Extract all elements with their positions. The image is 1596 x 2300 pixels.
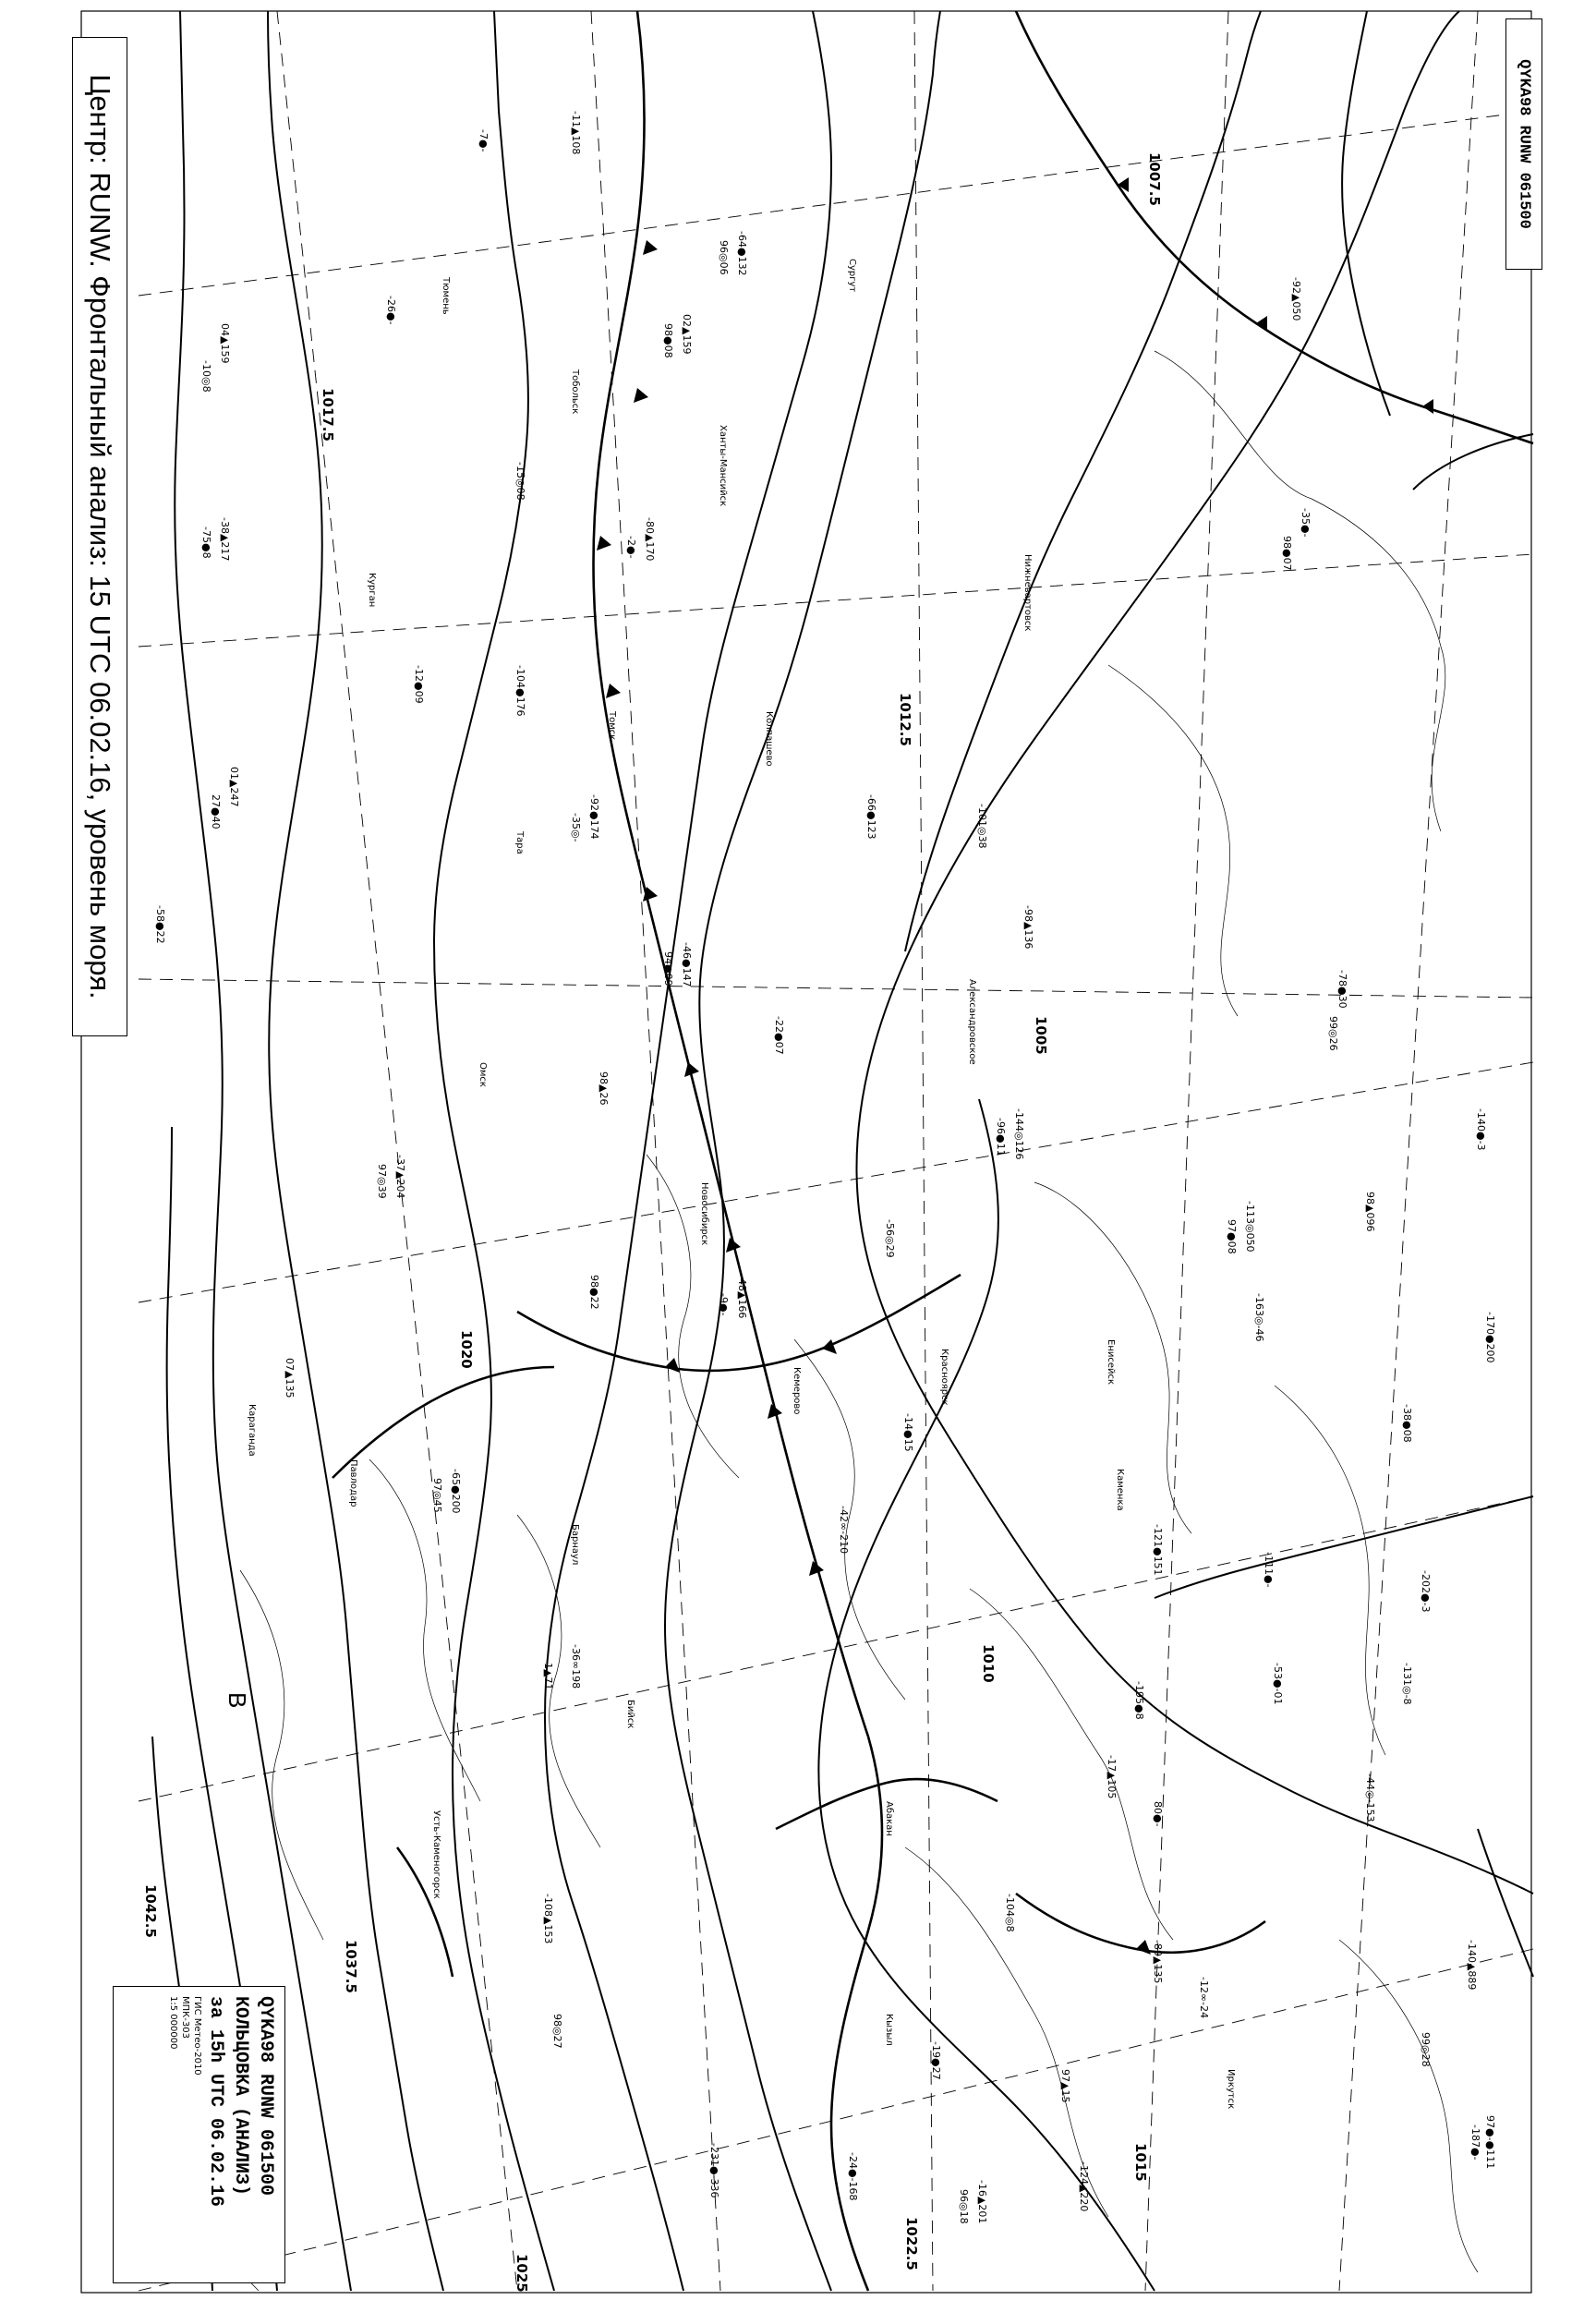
station-observation: 98●08 xyxy=(662,323,674,358)
town-label: Абакан xyxy=(884,1801,894,1836)
geography-lines xyxy=(166,351,1478,2291)
town-label: Каменка xyxy=(1115,1469,1125,1511)
isobar-label: 1005 xyxy=(1033,1016,1049,1055)
town-label: Енисейск xyxy=(1106,1339,1116,1386)
station-observation: 99◎28 xyxy=(1420,2032,1432,2067)
bulletin-footer-1: ГИС Метео-2010 xyxy=(191,1996,202,2076)
station-observation: -12●09 xyxy=(413,665,425,704)
fronts xyxy=(332,11,1533,2291)
station-observation: 94●09 xyxy=(662,951,674,987)
station-observation: -108▲153 xyxy=(542,1894,554,1944)
station-observation: -14●15 xyxy=(902,1413,914,1452)
station-observation: 98◎27 xyxy=(551,2014,563,2049)
town-label: Сургут xyxy=(847,259,857,293)
isobar-label: 1020 xyxy=(458,1330,475,1369)
station-observation: -38▲217 xyxy=(219,517,231,562)
town-label: Курган xyxy=(367,573,377,608)
station-observation: 96◎18 xyxy=(958,2189,970,2224)
isobar-label: 1010 xyxy=(980,1644,997,1683)
station-observation: -17▲105 xyxy=(1106,1755,1118,1799)
station-observation: 97◎45 xyxy=(431,1478,443,1513)
station-observation: -80▲170 xyxy=(644,517,656,562)
station-observation: -44◎-153 xyxy=(1364,1773,1376,1822)
station-observation: -104◎8 xyxy=(1004,1894,1016,1932)
isobar-label: 1007.5 xyxy=(1146,152,1163,206)
station-observation: -64●132 xyxy=(736,231,748,276)
isobar-label: 1025 xyxy=(514,2254,530,2293)
station-observation: 02▲159 xyxy=(681,314,693,355)
station-observation: -121●151 xyxy=(1152,1524,1164,1576)
town-label: Александровское xyxy=(967,979,977,1065)
town-label: Иркутск xyxy=(1226,2069,1236,2110)
station-observation: -37▲204 xyxy=(394,1155,406,1199)
station-observation: 01▲247 xyxy=(228,767,240,807)
station-observation: 80●- xyxy=(1152,1801,1164,1827)
station-observation: 99◎26 xyxy=(1327,1016,1339,1051)
station-observation: -92▲050 xyxy=(1290,277,1302,321)
chart-code-box xyxy=(1505,18,1542,270)
station-observation: 96◎06 xyxy=(718,240,730,275)
station-glyphs xyxy=(154,111,1496,2224)
chart-title: Центр: RUNW. Фронтальный анализ: 15 UTC 06.02.16, уровень моря. xyxy=(84,74,116,999)
station-observation: 98▲096 xyxy=(1364,1192,1376,1232)
town-label: Кызыл xyxy=(884,2014,894,2046)
station-observation: -10◎8 xyxy=(200,360,212,393)
station-observation: 27●40 xyxy=(210,794,222,829)
station-observation: -19●27 xyxy=(930,2041,942,2080)
town-label: Новосибирск xyxy=(699,1182,709,1246)
station-observation: -66●123 xyxy=(865,794,877,840)
station-observation: -46●147 xyxy=(681,942,693,987)
station-observation: -78●30 xyxy=(1336,970,1348,1009)
station-observation: -24●-168 xyxy=(847,2152,859,2201)
isobar-label: 1022.5 xyxy=(903,2217,920,2270)
station-observation: -2●- xyxy=(625,536,637,559)
station-observation: -15◎08 xyxy=(514,462,526,501)
station-observation: 98▲26 xyxy=(598,1071,610,1106)
station-observation: -75●8 xyxy=(200,527,212,559)
station-observation: 1▲71 xyxy=(542,1663,554,1690)
bulletin-line-1: QYKA98 RUNW 061500 xyxy=(254,1996,276,2197)
isobar-label: 1015 xyxy=(1132,2143,1149,2182)
station-observation: -163◎-46 xyxy=(1253,1293,1265,1342)
bulletin-box xyxy=(113,1986,285,2283)
chart-code: QYKA98 RUNW 061500 xyxy=(1515,59,1533,229)
bulletin-footer-3: 1:5 000000 xyxy=(167,1996,178,2050)
station-observation: 98●22 xyxy=(588,1275,600,1310)
station-observation: -58●22 xyxy=(154,905,166,944)
bulletin-line-3: за 15h UTC 06.02.16 xyxy=(204,1996,226,2208)
station-observation: -101◎38 xyxy=(976,804,988,849)
station-observation: -96●11 xyxy=(995,1118,1007,1156)
station-observation: -16▲201 xyxy=(976,2180,988,2224)
town-label: Красноярск xyxy=(939,1349,949,1406)
station-observation: -131◎-8 xyxy=(1401,1663,1413,1705)
station-observation: -35◎- xyxy=(570,813,582,842)
station-observation: -111●- xyxy=(1263,1552,1275,1588)
station-observation: 07▲135 xyxy=(284,1358,296,1398)
station-observation: 97●08 xyxy=(1226,1219,1238,1254)
station-observation: -12∞-24 xyxy=(1198,1977,1210,2019)
town-label: Тобольск xyxy=(570,369,580,415)
bulletin-footer-2: МПК-303 xyxy=(179,1996,190,2039)
station-observation: -202●-3 xyxy=(1420,1570,1432,1613)
station-observation: -140▲889 xyxy=(1466,1940,1478,1991)
station-observation: -98▲136 xyxy=(1022,905,1034,950)
town-label: Павлодар xyxy=(348,1459,358,1507)
station-observation: -170●200 xyxy=(1484,1312,1496,1363)
town-label: Тара xyxy=(514,831,525,854)
station-observation: -53●-01 xyxy=(1272,1663,1284,1705)
station-observation: -22●07 xyxy=(773,1016,785,1055)
station-observation: -9●- xyxy=(718,1293,730,1316)
town-label: Кемерово xyxy=(792,1367,802,1415)
isobar-label: 1042.5 xyxy=(142,1884,159,1938)
station-observation: -231●-336 xyxy=(708,2143,720,2198)
station-observation: -42∞-210 xyxy=(838,1506,850,1555)
station-observation: -26●- xyxy=(385,296,397,325)
town-label: Нижневартовск xyxy=(1022,554,1033,632)
station-observation: 97▲15 xyxy=(1059,2069,1071,2103)
town-label: Ханты-Мансийск xyxy=(718,425,728,507)
station-observation: -56◎29 xyxy=(884,1219,896,1258)
station-observation: -38●08 xyxy=(1401,1404,1413,1443)
town-label: Томск xyxy=(607,711,617,741)
station-observation: -65●200 xyxy=(450,1469,462,1514)
town-label: Колпашево xyxy=(764,711,774,767)
station-observation: -35●- xyxy=(1300,508,1312,538)
town-label: Караганда xyxy=(247,1404,257,1457)
bulletin-text xyxy=(121,1996,278,2273)
chart-title-box xyxy=(72,37,127,1036)
isobar-label: 1037.5 xyxy=(343,1940,359,1993)
station-observation: -140●-3 xyxy=(1475,1108,1487,1151)
station-observation: 04▲159 xyxy=(219,323,231,364)
station-observation: -187●- xyxy=(1469,2124,1481,2161)
town-label: Бийск xyxy=(625,1700,635,1729)
town-label: Тюмень xyxy=(441,277,451,315)
station-observation: -195●8 xyxy=(1133,1681,1145,1720)
station-observation: 97●-●111 xyxy=(1484,2115,1496,2170)
isobar-label: 1017.5 xyxy=(320,388,336,442)
station-observation: 98●07 xyxy=(1281,536,1293,571)
station-observation: -92●174 xyxy=(588,794,600,840)
station-observation: -7●- xyxy=(478,129,490,152)
town-label: Усть-Каменогорск xyxy=(431,1810,441,1899)
station-observation: -48▲166 xyxy=(736,1275,748,1319)
station-observation: -11▲108 xyxy=(570,111,582,155)
isobar-label: 1012.5 xyxy=(897,693,913,746)
station-observation: -124▲220 xyxy=(1078,2161,1090,2212)
station-observation: 97◎39 xyxy=(376,1164,388,1199)
town-label: Омск xyxy=(478,1062,488,1087)
station-observation: -36∞198 xyxy=(570,1644,582,1689)
town-label: Барнаул xyxy=(570,1524,580,1566)
station-observation: -89▲135 xyxy=(1152,1940,1164,1984)
bulletin-line-2: КОЛЬЦОВКА (АНАЛИЗ) xyxy=(229,1996,251,2197)
pressure-center-label: B xyxy=(224,1692,251,1709)
station-observation: -104●176 xyxy=(514,665,526,717)
station-observation: -113◎050 xyxy=(1244,1201,1256,1253)
station-observation: -144◎126 xyxy=(1013,1108,1025,1160)
